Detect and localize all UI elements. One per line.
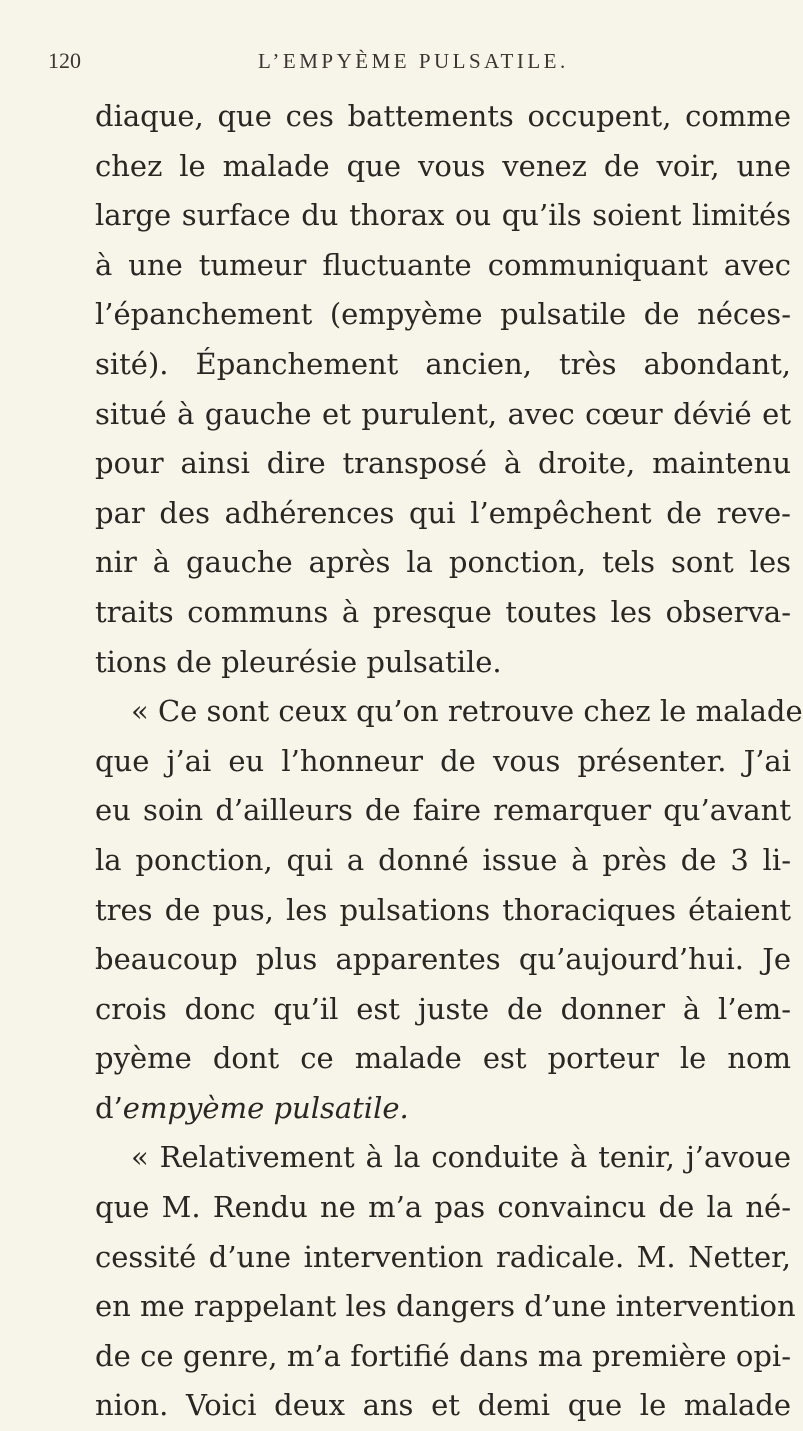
text-line: que M. Rendu ne m’a pas convaincu de la né- [95,1190,791,1225]
text-line-with-italic [95,1084,791,1134]
text-line: crois donc qu’il est juste de donner à l’em- [95,991,791,1026]
text-line: en me rappelant les dangers d’une intervention [95,1289,796,1324]
text-line: diaque, que ces battements occupent, comme [95,99,791,133]
page-number: 120 [48,48,81,73]
text-line: l’épanchement (empyème pulsatile de néces- [95,297,791,332]
text-line: situé à gauche et purulent, avec cœur dévié et [95,396,791,431]
text-line: large surface du thorax ou qu’ils soient limités [95,198,791,233]
body-text [95,92,803,1431]
text-line: traits communs à presque toutes les observa- [95,594,791,629]
running-title: L’EMPYÈME PULSATILE. [258,49,569,73]
text-line: la ponction, qui a donné issue à près de 3 li- [95,842,791,877]
text-line: cessité d’une intervention radicale. M. Netter, [95,1239,791,1274]
text-line: pyème dont ce malade est porteur le nom [95,1041,791,1076]
text-line: « Relativement à la conduite à tenir, j’avoue [131,1140,791,1175]
text-line: eu soin d’ailleurs de faire remarquer qu’avant [95,793,791,828]
text-line: « Ce sont ceux qu’on retrouve chez le malade [131,694,803,729]
text-line: nion. Voici deux ans et demi que le malade [95,1388,791,1423]
text-line: beaucoup plus apparentes qu’aujourd’hui. Je [95,942,791,977]
text-line: sité). Épanchement ancien, très abondant, [95,346,791,381]
text-line: pour ainsi dire transposé à droite, maintenu [95,446,791,481]
text-line: tres de pus, les pulsations thoraciques étaient [95,892,791,927]
italic-term: empyème pulsatile. [122,1090,409,1125]
text-line: de ce genre, m’a fortifié dans ma première opi- [95,1338,791,1373]
text-line: tions de pleurésie pulsatile. [95,644,502,679]
text-line: à une tumeur fluctuante communiquant avec [95,247,791,282]
text-line: chez le malade que vous venez de voir, une [95,148,791,183]
text-line: par des adhérences qui l’empêchent de reve- [95,495,791,530]
text-line-prefix: d’ [95,1090,123,1125]
text-line: nir à gauche après la ponction, tels sont les [95,545,791,580]
text-line: que j’ai eu l’honneur de vous présenter. J’ai [95,743,791,778]
